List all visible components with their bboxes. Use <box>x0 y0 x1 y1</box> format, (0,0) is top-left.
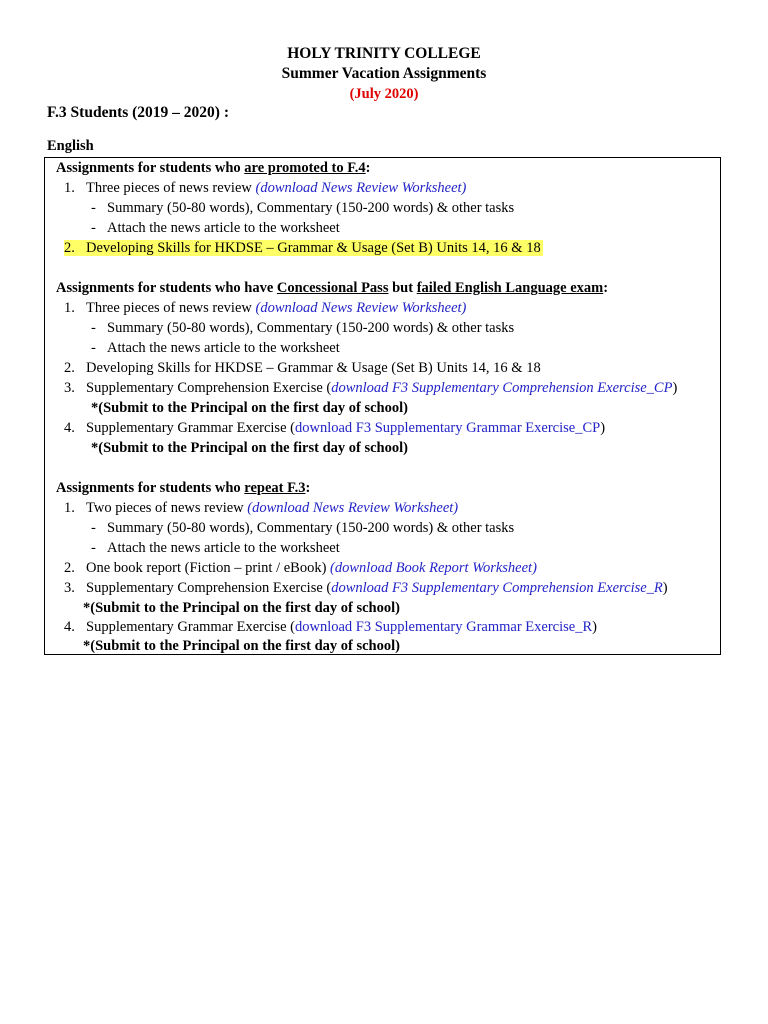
sub-item-text: Summary (50-80 words), Commentary (150-200 words) & other tasks <box>107 320 515 336</box>
dash-bullet: - <box>91 200 96 216</box>
news-review-worksheet-link[interactable]: (download News Review Worksheet) <box>255 300 467 316</box>
heading-underlined: failed English Language exam <box>416 280 604 296</box>
form-title: F.3 Students (2019 – 2020) : <box>47 104 229 121</box>
item-number: 3. <box>64 380 75 396</box>
sub-item <box>91 338 340 358</box>
sub-item-text: Attach the news article to the worksheet <box>107 340 340 356</box>
item-text: Three pieces of news review <box>86 180 256 196</box>
submit-note: *(Submit to the Principal on the first day of school) <box>91 400 408 416</box>
document-date: (July 2020) <box>349 86 419 102</box>
document-header <box>0 44 768 104</box>
grammar-exercise-r-link[interactable]: download F3 Supplementary Grammar Exercise_R <box>294 619 593 635</box>
submit-note: *(Submit to the Principal on the first day of school) <box>83 638 400 654</box>
list-item <box>64 378 677 398</box>
item-text: One book report (Fiction – print / eBook) <box>86 560 331 576</box>
news-review-worksheet-link[interactable]: (download News Review Worksheet) <box>255 180 467 196</box>
comprehension-exercise-r-link[interactable]: download F3 Supplementary Comprehension Exercise_R <box>331 580 663 596</box>
list-item <box>64 498 458 518</box>
heading-colon: : <box>603 280 609 296</box>
heading-underlined: repeat F.3 <box>244 480 306 496</box>
dash-bullet: - <box>91 520 96 536</box>
item-number: 3. <box>64 580 75 596</box>
item-text: Supplementary Comprehension Exercise ( <box>86 380 332 396</box>
school-name: HOLY TRINITY COLLEGE <box>287 45 481 62</box>
sub-item-text: Summary (50-80 words), Commentary (150-200 words) & other tasks <box>107 200 515 216</box>
item-number: 4. <box>64 420 75 436</box>
list-item-highlighted <box>64 238 543 258</box>
subject-label: English <box>47 138 94 154</box>
item-text: Developing Skills for HKDSE – Grammar & Usage (Set B) Units 14, 16 & 18 <box>86 360 541 376</box>
section-heading-promoted <box>56 158 370 178</box>
item-number: 2. <box>64 560 75 576</box>
document-subtitle: Summer Vacation Assignments <box>281 65 487 82</box>
list-item <box>64 558 537 578</box>
grammar-exercise-cp-link[interactable]: download F3 Supplementary Grammar Exercise_CP <box>294 420 601 436</box>
assignments-box <box>44 157 721 655</box>
sub-item <box>91 518 514 538</box>
item-text: Supplementary Comprehension Exercise ( <box>86 580 332 596</box>
dash-bullet: - <box>91 220 96 236</box>
highlight <box>64 240 543 256</box>
submit-note: *(Submit to the Principal on the first day of school) <box>91 440 408 456</box>
list-item <box>64 358 541 378</box>
list-item <box>64 418 605 438</box>
list-item <box>64 178 466 198</box>
item-text: ) <box>662 580 668 596</box>
heading-text: Assignments for students who <box>56 160 245 176</box>
sub-item-text: Attach the news article to the worksheet <box>107 220 340 236</box>
item-number: 1. <box>64 500 75 516</box>
section-heading-repeat <box>56 478 310 498</box>
list-item <box>64 298 466 318</box>
item-text: ) <box>672 380 678 396</box>
heading-text: but <box>388 280 417 296</box>
sub-item-text: Summary (50-80 words), Commentary (150-200 words) & other tasks <box>107 520 515 536</box>
item-text: ) <box>592 619 597 635</box>
sub-item <box>91 538 340 558</box>
sub-item <box>91 318 514 338</box>
heading-colon: : <box>365 160 371 176</box>
item-text: Supplementary Grammar Exercise ( <box>86 619 295 635</box>
item-number: 1. <box>64 180 75 196</box>
item-text: Three pieces of news review <box>86 300 256 316</box>
submit-note: *(Submit to the Principal on the first day of school) <box>83 600 400 616</box>
sub-item <box>91 198 514 218</box>
list-item <box>64 578 668 598</box>
item-text: ) <box>600 420 606 436</box>
item-number: 2. <box>64 240 75 256</box>
section-heading-concessional <box>56 278 608 298</box>
item-text: Supplementary Grammar Exercise ( <box>86 420 295 436</box>
heading-colon: : <box>305 480 311 496</box>
sub-item-text: Attach the news article to the worksheet <box>107 540 340 556</box>
heading-underlined: Concessional Pass <box>276 280 389 296</box>
item-number: 1. <box>64 300 75 316</box>
list-item <box>64 617 597 637</box>
sub-item <box>91 218 340 238</box>
book-report-worksheet-link[interactable]: (download Book Report Worksheet) <box>330 560 537 576</box>
news-review-worksheet-link[interactable]: (download News Review Worksheet) <box>247 500 459 516</box>
heading-text: Assignments for students who <box>56 480 245 496</box>
dash-bullet: - <box>91 340 96 356</box>
dash-bullet: - <box>91 320 96 336</box>
heading-text: Assignments for students who have <box>56 280 277 296</box>
heading-underlined: are promoted to F.4 <box>244 160 366 176</box>
dash-bullet: - <box>91 540 96 556</box>
item-number: 2. <box>64 360 75 376</box>
comprehension-exercise-cp-link[interactable]: download F3 Supplementary Comprehension Exercise_CP <box>331 380 673 396</box>
item-number: 4. <box>64 619 75 635</box>
item-text: Two pieces of news review <box>86 500 248 516</box>
item-text: Developing Skills for HKDSE – Grammar & Usage (Set B) Units 14, 16 & 18 <box>86 240 541 256</box>
